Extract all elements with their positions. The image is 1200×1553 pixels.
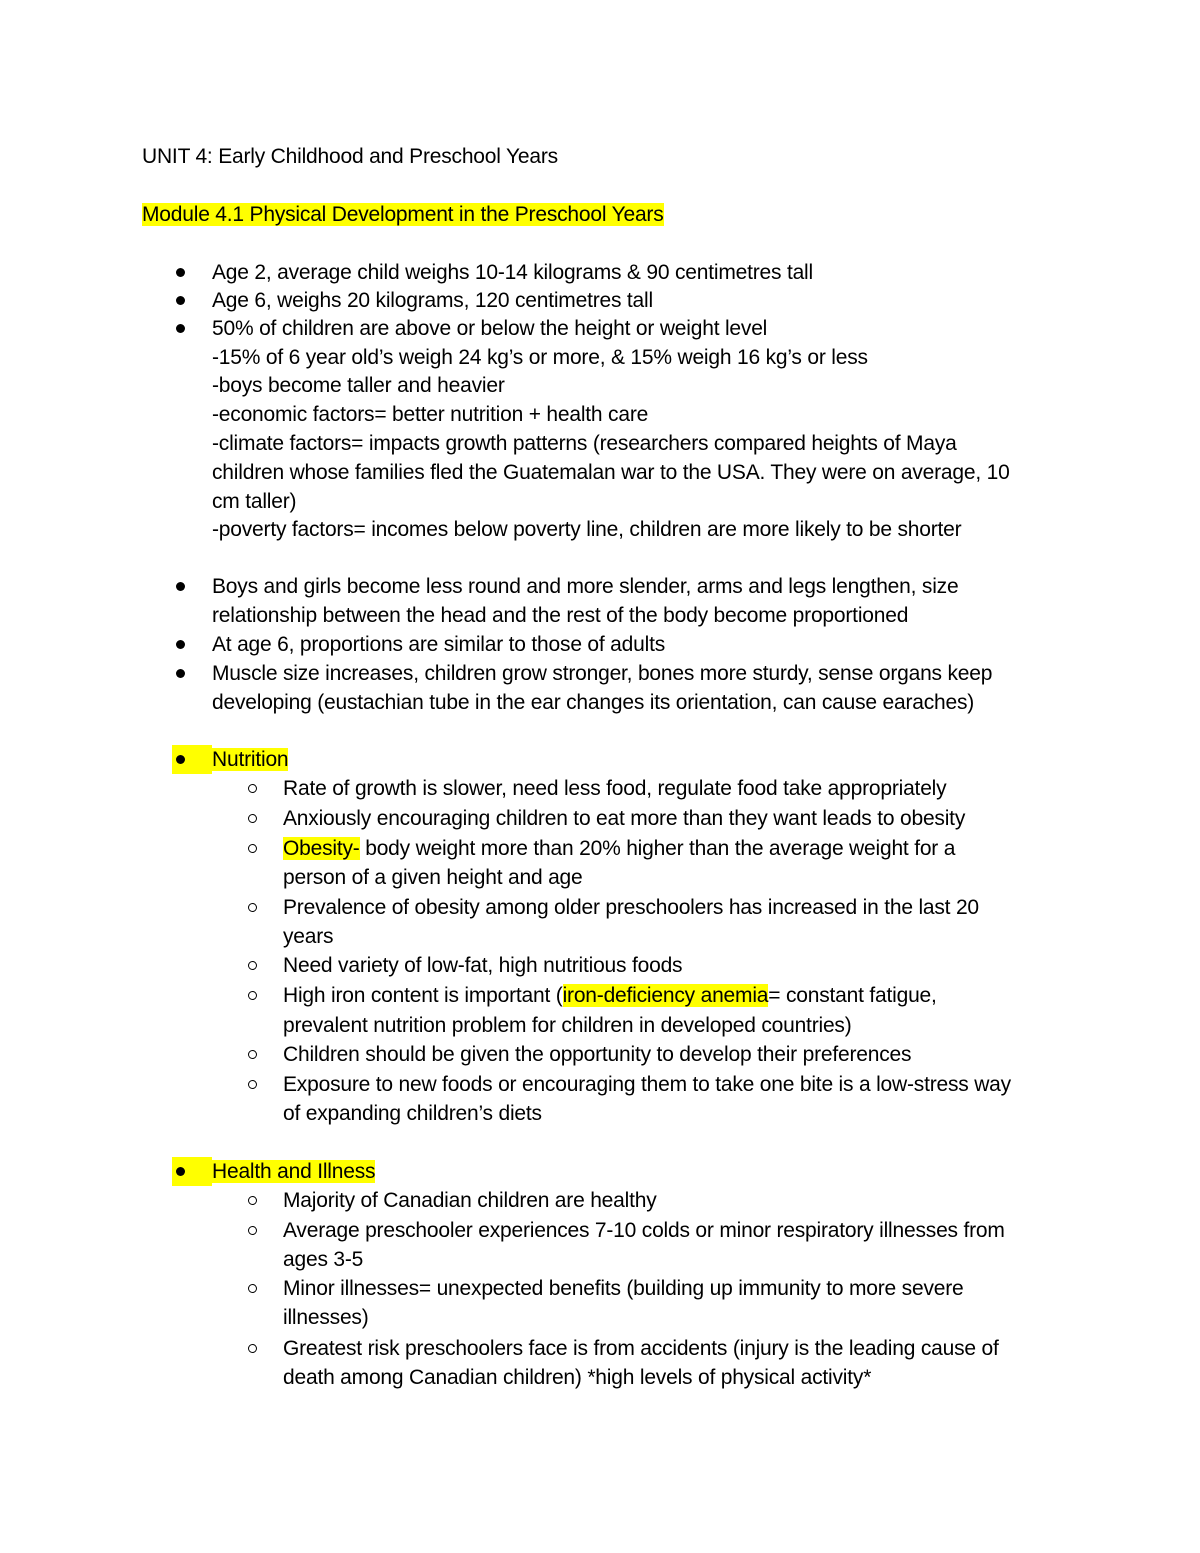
section-heading-nutrition xyxy=(212,745,288,774)
list-item: At age 6, proportions are similar to those of adults xyxy=(212,633,666,656)
iron-pre: High iron content is important ( xyxy=(283,984,563,1007)
list-item: Age 6, weighs 20 kilograms, 120 centimetres tall xyxy=(212,289,653,312)
obesity-definition: body weight more than 20% higher than the average weight for a xyxy=(359,837,956,860)
module-title xyxy=(142,200,664,229)
list-item: Exposure to new foods or encouraging them to take one bite is a low-stress way xyxy=(283,1073,1011,1096)
list-item: Average preschooler experiences 7-10 colds or minor respiratory illnesses from xyxy=(283,1219,1005,1242)
list-item-cont: prevalent nutrition problem for children in developed countries) xyxy=(283,1014,852,1037)
list-item-cont: person of a given height and age xyxy=(283,866,583,889)
list-item-cont: of expanding children’s diets xyxy=(283,1102,542,1125)
list-item xyxy=(283,981,937,1010)
sub-note: -boys become taller and heavier xyxy=(212,374,505,397)
list-item-cont: developing (eustachian tube in the ear changes its orientation, can cause earaches) xyxy=(212,691,975,714)
list-item: Majority of Canadian children are healthy xyxy=(283,1189,657,1212)
module-title-text: Module 4.1 Physical Development in the Preschool Years xyxy=(142,203,664,226)
list-item: Prevalence of obesity among older preschoolers has increased in the last 20 xyxy=(283,896,979,919)
health-heading: Health and Illness xyxy=(212,1160,376,1183)
list-item: Minor illnesses= unexpected benefits (building up immunity to more severe xyxy=(283,1277,964,1300)
iron-post: = constant fatigue, xyxy=(768,984,937,1007)
list-item: Boys and girls become less round and more slender, arms and legs lengthen, size xyxy=(212,575,959,598)
sub-note: -economic factors= better nutrition + health care xyxy=(212,403,649,426)
list-item: Greatest risk preschoolers face is from accidents (injury is the leading cause of xyxy=(283,1337,999,1360)
list-item: Need variety of low-fat, high nutritious foods xyxy=(283,954,683,977)
list-item-cont: relationship between the head and the rest of the body become proportioned xyxy=(212,604,909,627)
list-item-cont: ages 3-5 xyxy=(283,1248,364,1271)
list-item: Age 2, average child weighs 10-14 kilograms & 90 centimetres tall xyxy=(212,261,813,284)
list-item: Rate of growth is slower, need less food, regulate food take appropriately xyxy=(283,777,947,800)
list-item-cont: years xyxy=(283,925,334,948)
list-item: Children should be given the opportunity to develop their preferences xyxy=(283,1043,912,1066)
sub-note: -15% of 6 year old’s weigh 24 kg’s or more, & 15% weigh 16 kg’s or less xyxy=(212,346,868,369)
sub-note: -poverty factors= incomes below poverty line, children are more likely to be shorter xyxy=(212,518,962,541)
section-heading-health xyxy=(212,1157,375,1186)
list-item-cont: death among Canadian children) *high levels of physical activity* xyxy=(283,1366,872,1389)
list-item-cont: illnesses) xyxy=(283,1306,369,1329)
list-item: 50% of children are above or below the height or weight level xyxy=(212,317,768,340)
nutrition-heading: Nutrition xyxy=(212,748,289,771)
list-item xyxy=(283,834,955,863)
obesity-term: Obesity- xyxy=(283,837,360,860)
list-item: Anxiously encouraging children to eat more than they want leads to obesity xyxy=(283,807,966,830)
list-item: Muscle size increases, children grow stronger, bones more sturdy, sense organs keep xyxy=(212,662,993,685)
anemia-term: iron-deficiency anemia xyxy=(562,984,769,1007)
unit-title: UNIT 4: Early Childhood and Preschool Years xyxy=(142,145,558,168)
sub-note: children whose families fled the Guatemalan war to the USA. They were on average, 10 xyxy=(212,461,1010,484)
sub-note: cm taller) xyxy=(212,490,297,513)
sub-note: -climate factors= impacts growth patterns (researchers compared heights of Maya xyxy=(212,432,957,455)
